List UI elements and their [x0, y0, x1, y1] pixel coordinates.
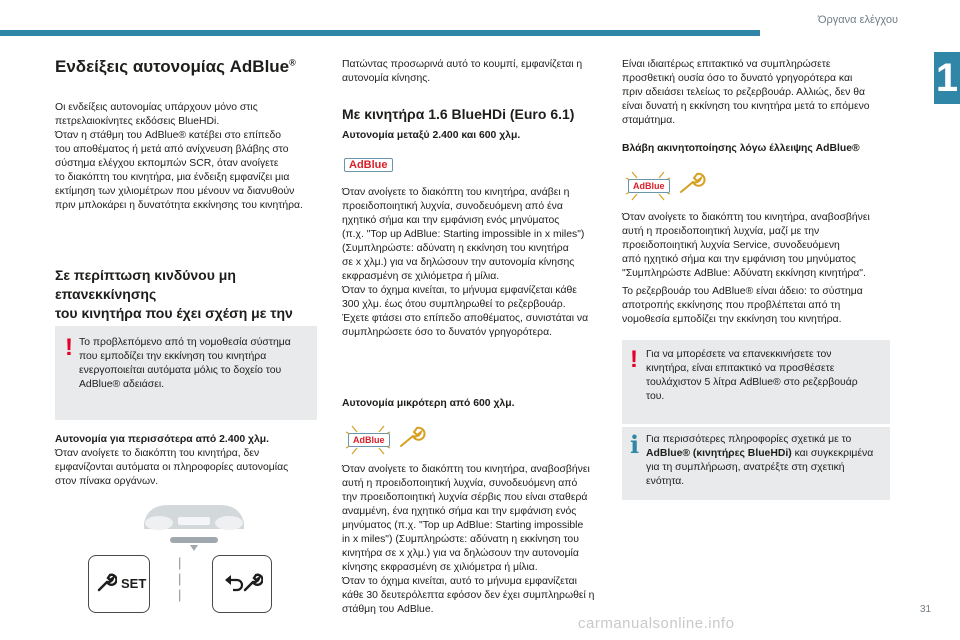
immobilisation-title: Βλάβη ακινητοποίησης λόγω έλλειψης AdBlue® — [622, 143, 860, 154]
section-title: Όργανα ελέγχου — [818, 14, 898, 26]
text-line: αναμμένη, ένα ηχητικό σήμα και την εμφάνιση ενός — [342, 506, 577, 517]
text-line: in x miles") (Συμπληρώστε: αδύνατη η εκκίνηση του — [342, 534, 579, 545]
text-line: για τη συμπλήρωση, ανατρέξτε στη σχετική — [646, 462, 845, 473]
text-line: Πατώντας προσωρινά αυτό το κουμπί, εμφανίζεται η — [342, 59, 583, 70]
text-line: προειδοποιητική λυχνία Service, συνοδευόμενη — [622, 240, 840, 251]
engine-heading-text: Με κινητήρα 1.6 BlueHDi (Euro 6.1) — [342, 106, 575, 122]
text-line: (π.χ. "Top up AdBlue: Starting impossible in x miles") — [342, 229, 585, 240]
text-line: αυτή η προειδοποιητική λυχνία, μαζί με την — [622, 226, 820, 237]
wrench-shape — [99, 575, 116, 590]
text-line: πριν αδειάσει τελείως το ρεζερβουάρ. Αλλιώς, δεν θα — [622, 87, 865, 98]
text-line: τουλάχιστον 5 λίτρα AdBlue® στο ρεζερβουάρ — [646, 377, 858, 388]
text-line: προειδοποιητική λυχνία, συνοδευόμενη από ένα — [342, 201, 563, 212]
text-line: σε x χλμ.) για να δηλώσουν την αυτονομία κίνησης — [342, 257, 575, 268]
adblue-icon: AdBlue — [628, 179, 670, 193]
immobilisation-text — [622, 211, 897, 281]
page-number: 31 — [920, 604, 932, 615]
col2-intro — [342, 58, 612, 86]
return-arrowhead — [225, 575, 231, 585]
text-line: Όταν ανοίγετε το διακόπτη του κινητήρα, αναβοσβήνει — [622, 212, 870, 223]
text-line: του. — [646, 391, 665, 402]
warning-box — [55, 326, 317, 420]
text-line: Όταν το όχημα κινείται, το μήνυμα εμφανίζεται κάθε — [342, 285, 577, 296]
header-bar — [0, 30, 760, 36]
warning-icon: ! — [630, 346, 638, 373]
text-line: Για να μπορέσετε να επανεκκινήσετε τον — [646, 349, 832, 360]
text-line: εκφρασμένη σε χιλιόμετρα ή μίλια. — [342, 271, 500, 282]
adblue-icon: AdBlue — [348, 433, 390, 447]
info-text — [646, 433, 886, 489]
text-line: αυτονομία κίνησης. — [342, 73, 431, 84]
text-line: σταμάτημα. — [622, 115, 676, 126]
text-line: Είναι ιδιαιτέρως επιτακτικό να συμπληρώσετε — [622, 59, 831, 70]
text-line: ενεργοποιείται αυτόματα μόλις το δοχείο του — [79, 365, 282, 376]
text-line: είναι δυνατή η εκκίνηση του κινητήρα μετά το επόμενο — [622, 101, 870, 112]
text-line: κινητήρα, είναι επιτακτικό να προσθέσετε — [646, 363, 835, 374]
heading-line: Σε περίπτωση κινδύνου μη επανεκκίνησης — [55, 267, 236, 302]
text-line: στάθμη του AdBlue. — [342, 604, 434, 615]
text-line: κινητήρα σε x χλμ.) για να δηλώσουν την αυτονομία — [342, 548, 579, 559]
warning-text — [79, 336, 315, 392]
text-line: αυτή η προειδοποιητική λυχνία, συνοδευόμενη από — [342, 478, 578, 489]
text-line: μηνύματος (π.χ. "Top up AdBlue: Starting impossible — [342, 520, 584, 531]
separator-mark: | — [178, 555, 182, 570]
text-line: (Συμπληρώστε: αδύνατη η εκκίνηση του κινητήρα — [342, 243, 569, 254]
wrench-shape — [401, 428, 425, 446]
separator-mark: | — [178, 587, 182, 602]
warning-icon: ! — [65, 334, 73, 361]
instrument-display — [178, 517, 210, 525]
chapter-badge: 1 — [934, 52, 960, 104]
service-wrench-icon — [675, 172, 711, 196]
text-line: νομοθεσία εμποδίζει την εκκίνηση του κινητήρα. — [622, 314, 842, 325]
text-line: σύστημα ελέγχου εκπομπών SCR, όταν ανοίγετε — [55, 158, 279, 169]
info-icon: i — [630, 430, 640, 459]
watermark: carmanualsonline.info — [578, 615, 735, 632]
page-title-sup: ® — [289, 57, 296, 68]
info-text-rest: και συγκεκριμένα — [791, 448, 874, 459]
text-line: κίνησης εκφρασμένη σε χιλιόμετρα ή μίλια. — [342, 562, 538, 573]
range-title: Αυτονομία για περισσότερα από 2.400 χλμ. — [55, 434, 270, 445]
text-line: Όταν η στάθμη του AdBlue® κατέβει στο επίπεδο — [55, 130, 282, 141]
intro-paragraph — [55, 101, 325, 213]
text-line: αποτροπής εκκίνησης που προβλέπεται από τη — [622, 300, 841, 311]
return-wrench-button[interactable] — [212, 555, 272, 613]
text-line: στον πίνακα οργάνων. — [55, 476, 159, 487]
info-link-text: AdBlue® (κινητήρες BlueHDi) — [646, 448, 792, 459]
separator-mark: | — [178, 571, 182, 586]
engine-heading — [342, 105, 574, 124]
adblue-icon: AdBlue — [344, 158, 393, 172]
text-line: πριν μπλοκάρει η δυνατότητα εκκίνησης του κινητήρα. — [55, 200, 303, 211]
text-line: Οι ενδείξεις αυτονομίας υπάρχουν μόνο στις — [55, 102, 258, 113]
range1-text — [342, 186, 612, 340]
page-title-text: Ενδείξεις αυτονομίας AdBlue — [55, 57, 290, 76]
wrench-shape — [245, 575, 262, 590]
wrench-shape — [681, 174, 705, 192]
page-title — [55, 57, 296, 77]
range2-text — [342, 463, 617, 617]
text-line: ενότητα. — [646, 476, 685, 487]
range2-title: Αυτονομία μικρότερη από 600 χλμ. — [342, 398, 515, 409]
text-line: Όταν ανοίγετε το διακόπτη του κινητήρα, ανάβει η — [342, 187, 570, 198]
text-line: πετρελαιοκίνητες εκδόσεις BlueHDi. — [55, 116, 220, 127]
text-line: "Συμπληρώστε AdBlue: Αδύνατη εκκίνηση κινητήρα". — [622, 268, 866, 279]
text-line: του αποθέματος ή μετά από ανίχνευση βλάβης στο — [55, 144, 289, 155]
info-box — [622, 424, 890, 500]
instrument-lens-right — [215, 516, 243, 530]
text-line: ηχητικό σήμα και την εμφάνιση ενός μηνύματος — [342, 215, 560, 226]
text-line — [646, 447, 886, 461]
heading-line: του κινητήρα που έχει σχέση με την — [55, 305, 293, 321]
warning-text — [646, 348, 886, 404]
text-line: Το προβλεπόμενο από τη νομοθεσία σύστημα — [79, 337, 291, 348]
text-line: 300 χλμ. έως ότου συμπληρωθεί το ρεζερβουάρ. — [342, 299, 566, 310]
instrument-lens-left — [145, 516, 173, 530]
text-line: Όταν το όχημα κινείται, αυτό το μήνυμα εμφανίζεται — [342, 576, 577, 587]
text-line: Το ρεζερβουάρ του AdBlue® είναι άδειο: το σύστημα — [622, 286, 863, 297]
text-line: Για περισσότερες πληροφορίες σχετικά με το — [646, 434, 852, 445]
pointer-arrow — [190, 545, 198, 551]
dashboard-buttons-illustration — [84, 493, 304, 621]
text-line: Έχετε φτάσει στο επίπεδο αποθέματος, συνιστάται να — [342, 313, 589, 324]
col3-intro — [622, 58, 897, 128]
console-strip — [170, 537, 218, 543]
text-line: προσθετική ουσία όσο το δυνατό γρηγορότερα και — [622, 73, 853, 84]
range-over-2400 — [55, 433, 330, 489]
text-line: Όταν ανοίγετε το διακόπτη του κινητήρα, δεν — [55, 448, 260, 459]
text-line: που εμποδίζει την εκκίνηση του κινητήρα — [79, 351, 267, 362]
text-line: την προειδοποιητική λυχνία σέρβις που είναι σταθερά — [342, 492, 588, 503]
text-line: το διακόπτη του κινητήρα, μια ένδειξη εμφανίζει μια — [55, 172, 290, 183]
adblue-warning-light — [344, 155, 393, 173]
set-button[interactable] — [88, 555, 150, 613]
return-wrench-icon — [223, 572, 263, 594]
set-label: SET — [121, 576, 147, 591]
text-line: AdBlue® αδειάσει. — [79, 379, 165, 390]
text-line: συμπληρώσετε όσο το δυνατόν γρηγορότερα. — [342, 327, 552, 338]
separator — [178, 555, 181, 603]
text-line: εκτίμηση των χιλιομέτρων που μένουν να διανυθούν — [55, 186, 295, 197]
text-line: εμφανίζονται αυτόματα οι πληροφορίες αυτονομίας — [55, 462, 289, 473]
text-line: Όταν ανοίγετε το διακόπτη του κινητήρα, αναβοσβήνει — [342, 464, 590, 475]
empty-tank-text — [622, 285, 897, 327]
service-wrench-icon — [395, 426, 431, 450]
text-line: από ηχητικό σήμα και την εμφάνιση του μηνύματος — [622, 254, 856, 265]
text-line: κάθε 30 δευτερόλεπτα εφόσον δεν έχει συμπληρωθεί η — [342, 590, 595, 601]
range1-title: Αυτονομία μεταξύ 2.400 και 600 χλμ. — [342, 130, 521, 141]
restart-warning-box — [622, 340, 890, 430]
wrench-icon — [95, 572, 117, 594]
